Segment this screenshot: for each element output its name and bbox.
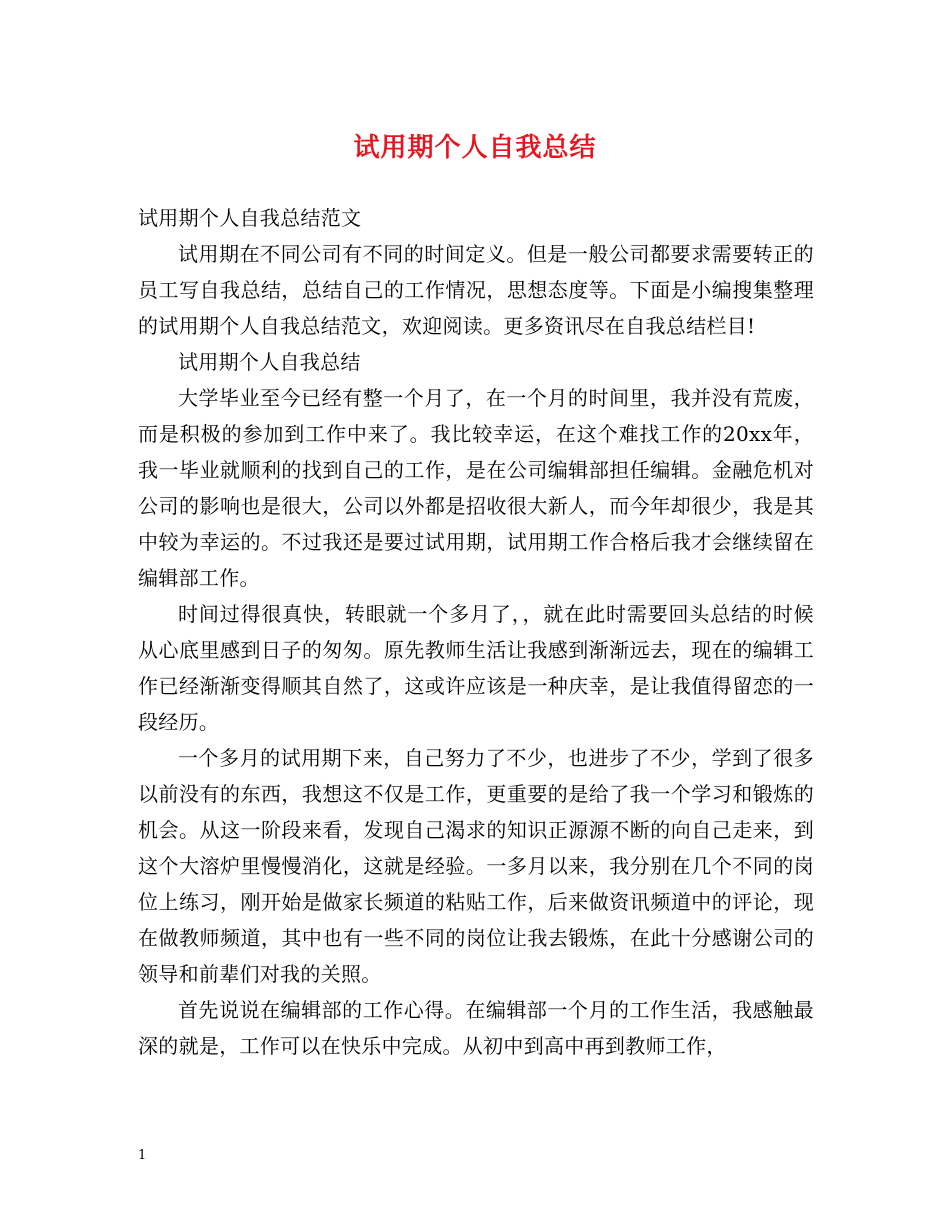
document-body (138, 200, 814, 1064)
intro-paragraph: 试用期在不同公司有不同的时间定义。但是一般公司都要求需要转正的员工写自我总结，总结自己的工作情况，思想态度等。下面是小编搜集整理的试用期个人自我总结范文，欢迎阅读。更多资讯尽在自我总结栏目! (138, 242, 814, 338)
body-paragraph: 首先说说在编辑部的工作心得。在编辑部一个月的工作生活，我感触最深的就是，工作可以在快乐中完成。从初中到高中再到教师工作， (138, 998, 814, 1058)
document-title: 试用期个人自我总结 (353, 133, 597, 163)
page-number: 1 (138, 1148, 147, 1163)
body-paragraph: 大学毕业至今已经有整一个月了，在一个月的时间里，我并没有荒废，而是积极的参加到工作中来了。我比较幸运，在这个难找工作的20xx年，我一毕业就顺利的找到自己的工作，是在公司编辑部担任编辑。金融危机对公司的影响也是很大，公司以外都是招收很大新人，而今年却很少，我是其中较为幸运的。不过我还是要过试用期，试用期工作合格后我才会继续留在编辑部工作。 (138, 386, 814, 590)
body-paragraph: 一个多月的试用期下来，自己努力了不少，也进步了不少，学到了很多以前没有的东西，我想这不仅是工作，更重要的是给了我一个学习和锻炼的机会。从这一阶段来看，发现自己渴求的知识正源源不断的向自己走来，到这个大溶炉里慢慢消化，这就是经验。一多月以来，我分别在几个不同的岗位上练习，刚开始是做家长频道的粘贴工作，后来做资讯频道中的评论，现在做教师频道，其中也有一些不同的岗位让我去锻炼，在此十分感谢公司的领导和前辈们对我的关照。 (138, 746, 814, 986)
subtitle-paragraph: 试用期个人自我总结范文 (138, 206, 362, 230)
section-heading: 试用期个人自我总结 (178, 350, 361, 374)
body-paragraph: 时间过得很真快，转眼就一个多月了，，就在此时需要回头总结的时候从心底里感到日子的匆匆。原先教师生活让我感到渐渐远去，现在的编辑工作已经渐渐变得顺其自然了，这或许应该是一种庆幸，是让我值得留恋的一段经历。 (138, 602, 814, 734)
